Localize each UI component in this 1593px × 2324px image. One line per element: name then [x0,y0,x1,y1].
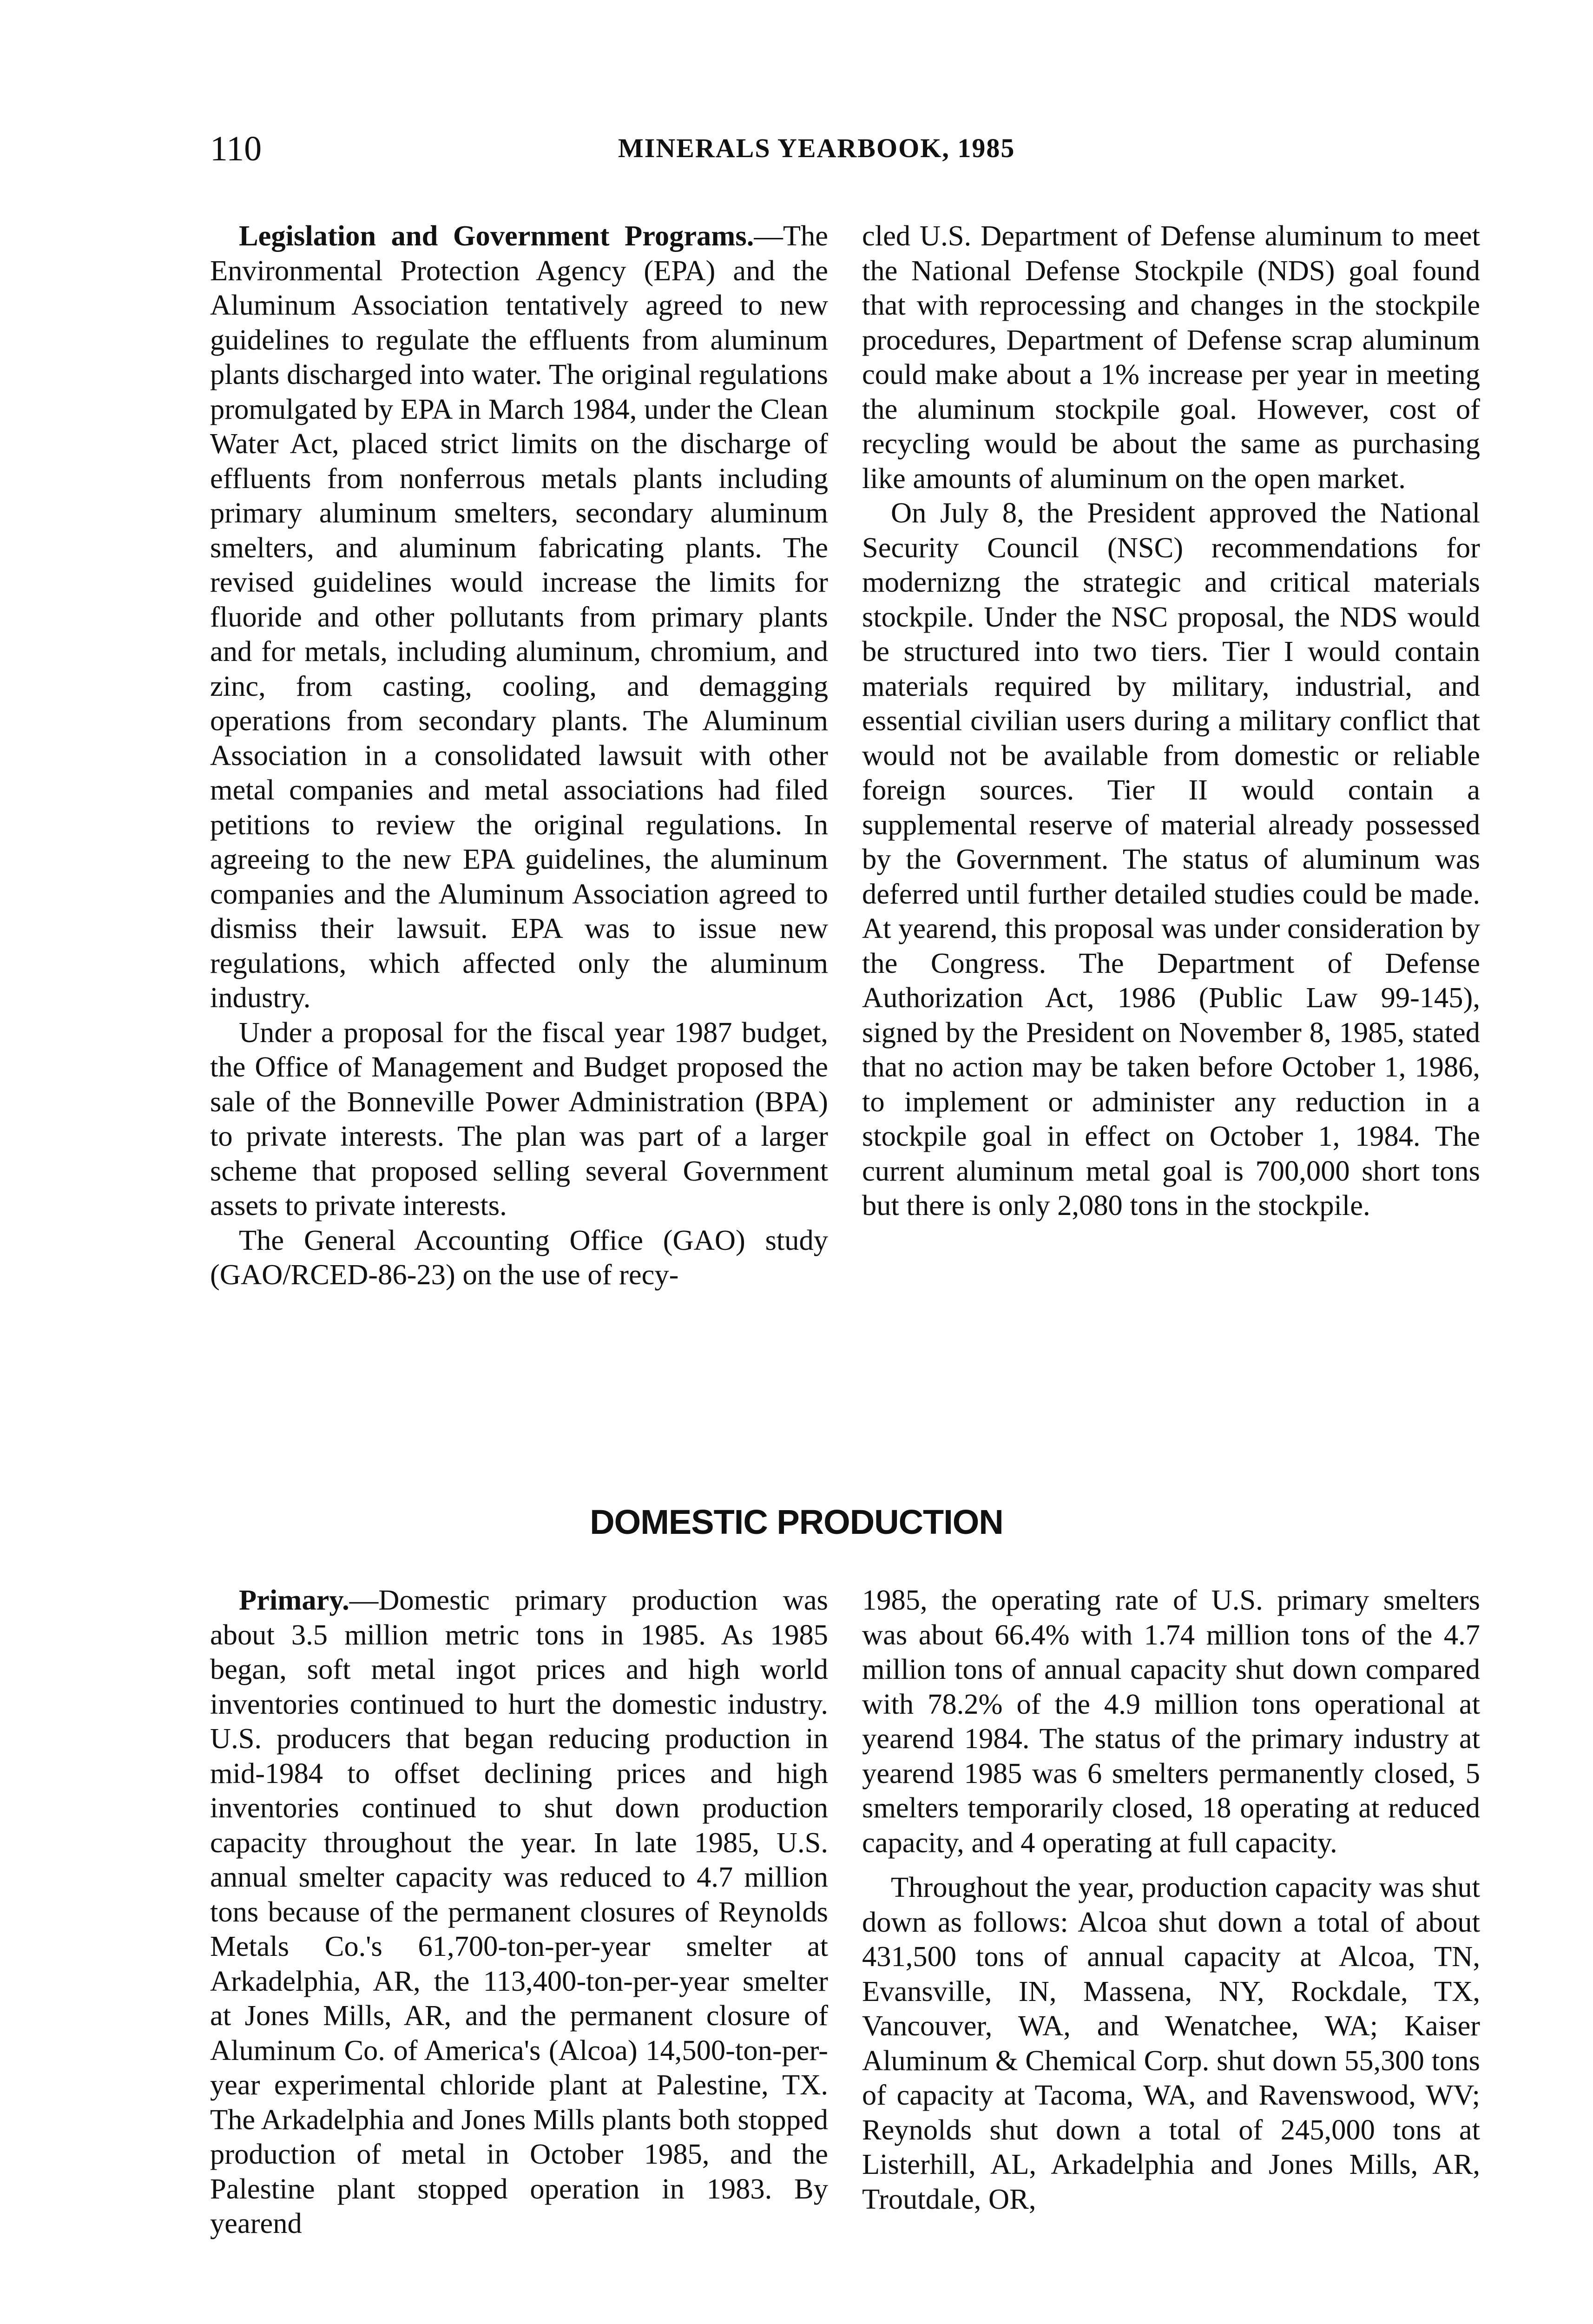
section1-column-left [210,218,828,1292]
paragraph-nsc: On July 8, the President approved the National Security Council (NSC) recommendations for modernizng the strategic and critical materials stockpile. Under the NSC proposal, the NDS would be structured into two tiers. Tier I would contain materials required by military, industrial, and essential civilian users during a military conflict that would not be available from domestic or reliable foreign sources. Tier II would contain a supplemental reserve of material already possessed by the Government. The status of aluminum was deferred until further detailed studies could be made. At yearend, this proposal was under consideration by the Congress. The Department of Defense Authorization Act, 1986 (Public Law 99-145), signed by the President on November 8, 1985, stated that no action may be taken before October 1, 1986, to implement or administer any reduction in a stockpile goal in effect on October 1, 1984. The current aluminum metal goal is 700,000 short tons but there is only 2,080 tons in the stockpile. [862,496,1480,1221]
paragraph-primary-continued: 1985, the operating rate of U.S. primary smelters was about 66.4% with 1.74 million tons of the 4.7 million tons of annual capacity shut down compared with 78.2% of the 4.9 million tons operational at yearend 1984. The status of the primary industry at yearend 1985 was 6 smelters permanently closed, 5 smelters temporarily closed, 18 operating at reduced capacity, and 4 operating at full capacity. [862,1584,1480,1859]
section-heading-domestic-production: DOMESTIC PRODUCTION [590,1503,1003,1541]
section1-column-right [862,218,1480,1223]
run-in-heading-legislation: Legislation and Government Programs. [239,219,754,252]
running-title: MINERALS YEARBOOK, 1985 [618,133,1015,163]
paragraph-legislation: Legislation and Government Programs.—The Environmental Protection Agency (EPA) and the Aluminum Association tentatively agreed to new guidelines to regulate the effluents from aluminum plants discharged into water. The original regulations promulgated by EPA in March 1984, under the Clean Water Act, placed strict limits on the discharge of effluents from nonferrous metals plants including primary aluminum smelters, secondary aluminum smelters, and aluminum fabricating plants. The revised guidelines would increase the limits for fluoride and other pollutants from primary plants and for metals, including aluminum, chromium, and zinc, from casting, cooling, and demagging operations from secondary plants. The Aluminum Association in a consolidated lawsuit with other metal companies and metal associations had filed petitions to review the original regulations. In agreeing to the new EPA guidelines, the aluminum companies and the Aluminum Association agreed to dismiss their lawsuit. EPA was to issue new regulations, which affected only the aluminum industry. [210,219,828,1014]
run-in-heading-primary: Primary. [239,1584,349,1616]
paragraph-capacity-shutdowns: Throughout the year, production capacity was shut down as follows: Alcoa shut down a total of about 431,500 tons of annual capacity at Alcoa, TN, Evansville, IN, Massena, NY, Rockdale, TX, Vancouver, WA, and Wenatchee, WA; Kaiser Aluminum & Chemical Corp. shut down 55,300 tons of capacity at Tacoma, WA, and Ravenswood, WV; Reynolds shut down a total of 245,000 tons at Listerhill, AL, Arkadelphia and Jones Mills, AR, Troutdale, OR, [862,1871,1480,2215]
paragraph-gao-continued: cled U.S. Department of Defense aluminum to meet the National Defense Stockpile (NDS) goal found that with reprocessing and changes in the stockpile procedures, Department of Defense scrap aluminum could make about a 1% increase per year in meeting the aluminum stockpile goal. However, cost of recycling would be about the same as purchasing like amounts of aluminum on the open market. [862,219,1480,495]
section2-column-left [210,1583,828,2241]
paragraph-primary: Primary.—Domestic primary production was about 3.5 million metric tons in 1985. As 1985 began, soft metal ingot prices and high world inventories continued to hurt the domestic industry. U.S. producers that began reducing production in mid-1984 to offset declining prices and high inventories continued to shut down production capacity throughout the year. In late 1985, U.S. annual smelter capacity was reduced to 4.7 million tons because of the permanent closures of Reynolds Metals Co.'s 61,700-ton-per-year smelter at Arkadelphia, AR, the 113,400-ton-per-year smelter at Jones Mills, AR, and the permanent closure of Aluminum Co. of America's (Alcoa) 14,500-ton-per-year experimental chloride plant at Palestine, TX. The Arkadelphia and Jones Mills plants both stopped production of metal in October 1985, and the Palestine plant stopped operation in 1983. By yearend [210,1584,828,2239]
paragraph-gao: The General Accounting Office (GAO) study (GAO/RCED-86-23) on the use of recy- [210,1223,828,1291]
section2-column-right [862,1583,1480,2216]
page-number: 110 [210,129,262,168]
paragraph-bpa: Under a proposal for the fiscal year 1987 budget, the Office of Management and Budget proposed the sale of the Bonneville Power Administration (BPA) to private interests. The plan was part of a larger scheme that proposed selling several Government assets to private interests. [210,1016,828,1221]
